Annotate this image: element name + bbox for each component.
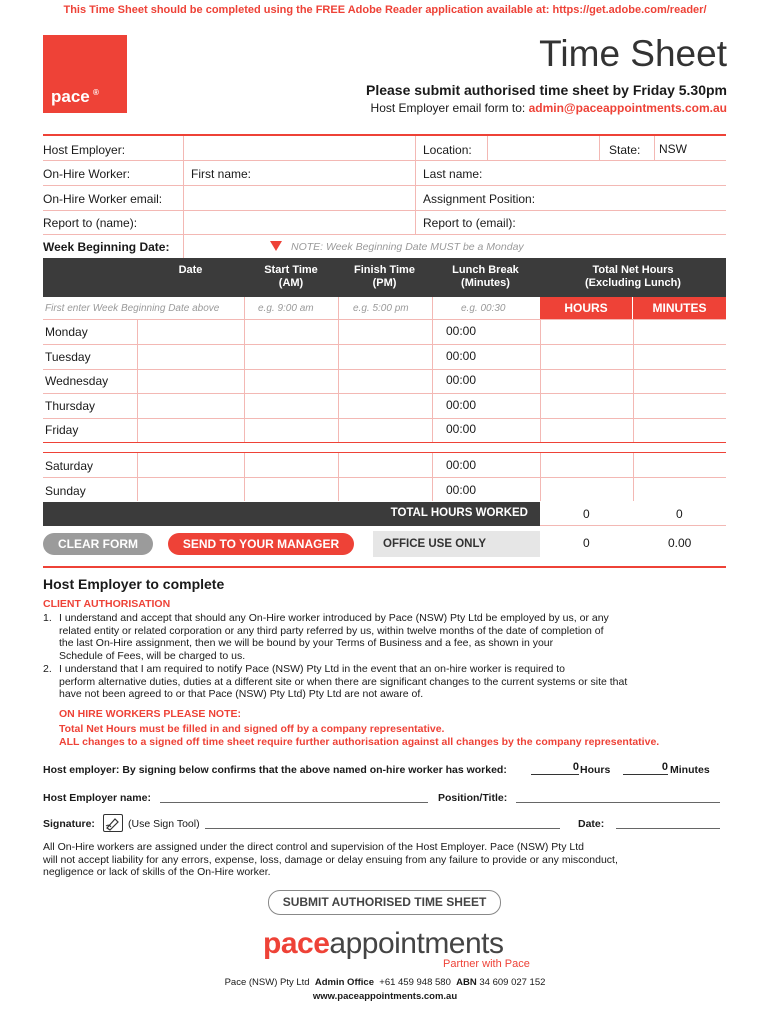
form-column-divider (487, 136, 488, 160)
lunch-cell[interactable]: 00:00 (446, 324, 477, 338)
day-label: Sunday (45, 484, 86, 498)
disclaimer-line: negligence or lack of skills of the On-Hire worker. (43, 866, 271, 878)
top-notice: This Time Sheet should be completed using the FREE Adobe Reader application available at: https://get.adobe.com/reader/ (63, 4, 707, 16)
cell-divider (338, 297, 339, 319)
form-column-divider (654, 136, 655, 160)
pace-logo (43, 35, 127, 113)
cell-divider (244, 297, 245, 319)
hint-date: First enter Week Beginning Date above (45, 303, 220, 314)
weekday-rows (0, 320, 770, 443)
cell-divider (432, 297, 433, 319)
worker-email-label: On-Hire Worker email: (43, 192, 163, 206)
divider (540, 525, 726, 526)
onhire-note-line: ALL changes to a signed off time sheet require further authorisation against all changes by the company representative. (59, 736, 660, 748)
email-label: Host Employer email form to: (370, 101, 526, 115)
phone: +61 459 948 580 (379, 977, 451, 988)
confirm-minutes-field[interactable]: 0 (623, 761, 668, 775)
cell-divider (244, 320, 245, 442)
report-to-name-input[interactable] (183, 211, 415, 235)
state-select[interactable]: NSW (659, 142, 687, 156)
employer-name-input[interactable] (160, 790, 428, 803)
table-row (0, 394, 770, 419)
hint-finish: e.g. 5:00 pm (353, 303, 409, 314)
logo-text: pace (51, 87, 90, 106)
form-column-divider (183, 136, 184, 258)
total-bar (43, 502, 540, 526)
form-column-divider (415, 136, 416, 234)
header-lunch: Lunch Break (Minutes) (452, 264, 519, 289)
cell-divider (633, 453, 634, 501)
report-to-email-input[interactable] (518, 211, 726, 235)
sign-tool-icon[interactable] (103, 814, 123, 832)
use-sign-label: (Use Sign Tool) (128, 818, 200, 830)
divider (43, 234, 726, 235)
hint-lunch: e.g. 00:30 (461, 303, 506, 314)
footer-brand (263, 927, 504, 961)
cell-divider (137, 453, 138, 501)
onhire-note-heading: ON HIRE WORKERS PLEASE NOTE: (59, 708, 242, 720)
item-1-line: related entity or related corporation or any third party referred by us, within twelve months of the date of completion of (59, 624, 604, 637)
host-employer-input[interactable] (183, 136, 415, 160)
onhire-worker-label: On-Hire Worker: (43, 167, 131, 181)
item-2-number: 2. (43, 663, 52, 675)
subtitle: Please submit authorised time sheet by Friday 5.30pm (365, 82, 727, 98)
page-title: Time Sheet (539, 33, 727, 74)
form-column-divider (599, 136, 600, 160)
send-to-manager-button[interactable]: SEND TO YOUR MANAGER (168, 533, 354, 555)
cell-divider (244, 453, 245, 501)
lunch-cell[interactable]: 00:00 (446, 397, 477, 412)
first-name-label: First name: (191, 167, 252, 181)
state-label: State: (609, 143, 641, 157)
item-2-line: I understand that I am required to notify Pace (NSW) Pty Ltd in the event that an on-hire worker is required to (59, 663, 566, 675)
clear-form-button[interactable]: CLEAR FORM (43, 533, 153, 555)
email-link[interactable]: admin@paceappointments.com.au (528, 101, 727, 115)
tagline: Partner with Pace (443, 958, 530, 970)
host-section-heading: Host Employer to complete (43, 576, 225, 592)
onhire-note (59, 723, 659, 749)
report-to-name-label: Report to (name): (43, 216, 138, 230)
item-2 (43, 663, 726, 701)
day-label: Tuesday (45, 349, 91, 364)
first-name-input[interactable] (256, 161, 414, 185)
admin-label: Admin Office (314, 977, 374, 988)
date-input[interactable] (616, 816, 720, 829)
abn: 34 609 027 152 (479, 977, 546, 988)
assignment-position-label: Assignment Position: (423, 192, 536, 206)
client-auth-heading: CLIENT AUTHORISATION (43, 598, 171, 610)
cell-divider (540, 453, 541, 501)
position-label: Position/Title: (438, 792, 508, 804)
header-finish: Finish Time (PM) (354, 264, 415, 289)
item-1-line: I understand and accept that should any On-Hire worker introduced by Pace (NSW) Pty Ltd be employed by us, or any (59, 612, 609, 624)
table-row (0, 369, 770, 394)
cell-divider (137, 320, 138, 442)
position-input[interactable] (516, 790, 720, 803)
cell-divider (633, 320, 634, 442)
disclaimer-line: All On-Hire workers are assigned under the direct control and supervision of the Host Employer. Pace (NSW) Pty Ltd (43, 841, 584, 853)
weekend-top-rule (43, 452, 726, 453)
table-row (0, 418, 770, 443)
signature-input[interactable] (205, 816, 560, 829)
location-input[interactable] (487, 136, 599, 160)
onhire-note-line: Total Net Hours must be filled in and signed off by a company representative. (59, 723, 445, 735)
lunch-cell[interactable]: 00:00 (446, 348, 477, 363)
minutes-header: MINUTES (633, 297, 726, 319)
day-label: Saturday (45, 459, 94, 473)
disclaimer (43, 841, 726, 879)
day-label: Thursday (45, 398, 96, 413)
header-start: Start Time (AM) (264, 264, 318, 289)
abn-label: ABN (456, 977, 477, 988)
minutes-label: Minutes (670, 764, 710, 776)
day-label: Friday (45, 423, 79, 437)
last-name-label: Last name: (423, 167, 483, 181)
website[interactable]: www.paceappointments.com.au (312, 991, 458, 1002)
office-use-label-box (373, 531, 540, 557)
week-beginning-label: Week Beginning Date: (43, 240, 170, 254)
company-name: Pace (NSW) Pty Ltd (224, 977, 310, 988)
assignment-position-input[interactable] (541, 186, 726, 210)
day-label: Monday (45, 325, 88, 339)
lunch-cell[interactable]: 00:00 (446, 422, 477, 436)
table-header (43, 258, 726, 297)
header-date: Date (178, 264, 203, 276)
confirm-hours-field[interactable]: 0 (531, 761, 579, 775)
lunch-cell[interactable]: 00:00 (446, 483, 477, 497)
item-2-line: have not been agreed to or that Pace (NSW) Pty Ltd) Pty Ltd are not aware of. (59, 688, 424, 700)
cell-divider (432, 320, 433, 442)
table-row (0, 345, 770, 370)
week-note: NOTE: Week Beginning Date MUST be a Monday (291, 241, 524, 253)
table-row (0, 320, 770, 345)
registered-mark-icon: ® (93, 88, 99, 97)
date-label: Date: (578, 818, 605, 830)
hours-header: HOURS (540, 297, 632, 319)
footer-contact (0, 977, 770, 988)
email-line (371, 101, 727, 115)
office-minutes-value: 0.00 (668, 536, 692, 550)
divider (43, 477, 726, 478)
submit-timesheet-button[interactable]: SUBMIT AUTHORISED TIME SHEET (268, 890, 501, 915)
hours-label: Hours (580, 764, 611, 776)
item-1 (43, 612, 726, 662)
report-to-email-label: Report to (email): (423, 216, 516, 230)
header-total: Total Net Hours (Excluding Lunch) (585, 264, 681, 289)
item-1-line: the last On-Hire assignment, then we will be bound by your Terms of Business and a fee, as shown in your (59, 637, 554, 649)
day-label: Wednesday (45, 374, 109, 388)
total-label: TOTAL HOURS WORKED (390, 507, 528, 519)
cell-divider (338, 320, 339, 442)
brand-pace: pace (263, 927, 330, 960)
disclaimer-line: will not accept liability for any errors, expense, loss, damage or delay ensuing from any failure to provide or any misconduct, (43, 853, 618, 866)
total-hours-value: 0 (583, 507, 590, 521)
weekday-bottom-rule (43, 442, 726, 443)
arrow-down-icon (270, 241, 282, 251)
employer-name-label: Host Employer name: (43, 792, 151, 804)
office-use-label: OFFICE USE ONLY (383, 538, 487, 550)
item-1-line: Schedule of Fees, will be charged to us. (59, 649, 246, 662)
worker-email-input[interactable] (183, 186, 415, 210)
cell-divider (540, 320, 541, 442)
cell-divider (432, 453, 433, 501)
signature-label: Signature: (43, 818, 95, 830)
confirm-text: Host employer: By signing below confirms that the above named on-hire worker has worked: (43, 764, 507, 776)
location-label: Location: (423, 143, 472, 157)
hint-start: e.g. 9:00 am (258, 303, 314, 314)
item-1-number: 1. (43, 612, 52, 624)
section-rule (43, 566, 726, 568)
office-hours-value: 0 (583, 536, 590, 550)
week-beginning-input[interactable] (183, 235, 268, 257)
cell-divider (338, 453, 339, 501)
lunch-cell[interactable]: 00:00 (446, 458, 477, 472)
last-name-input[interactable] (487, 161, 726, 185)
brand-appointments: appointments (329, 927, 504, 960)
host-employer-label: Host Employer: (43, 143, 126, 157)
lunch-cell[interactable]: 00:00 (446, 373, 477, 387)
total-minutes-value: 0 (676, 507, 683, 521)
item-2-line: perform alternative duties, duties at a different site or when there are significant changes to the current systems or site that (59, 675, 628, 688)
